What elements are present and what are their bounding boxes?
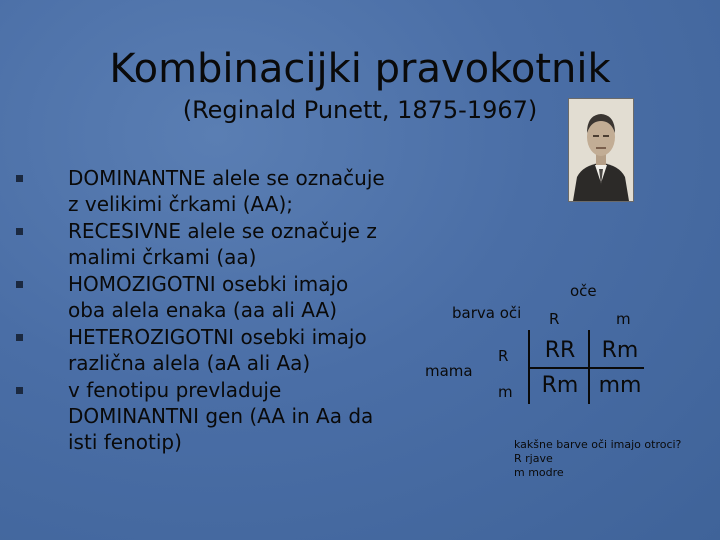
bullet-line: različna alela (aA ali Aa) <box>68 351 311 375</box>
bullet-line: HOMOZIGOTNI osebki imajo <box>68 272 349 296</box>
note <box>514 438 681 480</box>
trait-label: barva oči <box>452 304 522 322</box>
slide-title: Kombinacijki pravokotnik <box>109 46 611 92</box>
bullet-square-icon <box>16 228 23 235</box>
father-label: oče <box>570 282 597 300</box>
bullet-item <box>16 324 416 376</box>
punnett-cell: RR <box>544 338 576 363</box>
note-line: R rjave <box>514 452 553 465</box>
bullet-line: v fenotipu prevladuje <box>68 378 282 402</box>
bullet-item <box>16 271 416 323</box>
father-allele: R <box>549 310 560 328</box>
bullet-item <box>16 377 416 455</box>
grid-horizontal <box>530 367 644 369</box>
mother-allele: m <box>498 383 513 401</box>
bullet-line: DOMINANTNI gen (AA in Aa da <box>68 404 374 428</box>
bullet-line: HETEROZIGOTNI osebki imajo <box>68 325 367 349</box>
punnett-cell: Rm <box>601 338 639 363</box>
bullet-line: DOMINANTNE alele se označuje <box>68 166 385 190</box>
bullet-line: z velikimi črkami (AA); <box>68 192 294 216</box>
bullet-list <box>16 165 416 455</box>
portrait-illustration <box>569 99 633 201</box>
note-line: m modre <box>514 466 564 479</box>
note-line: kakšne barve oči imajo otroci? <box>514 438 682 451</box>
bullet-square-icon <box>16 281 23 288</box>
punnett-cell: Rm <box>541 373 579 398</box>
father-allele: m <box>616 310 631 328</box>
bullet-square-icon <box>16 387 23 394</box>
portrait-photo <box>568 98 634 202</box>
mother-allele: R <box>498 347 509 365</box>
bullet-square-icon <box>16 175 23 182</box>
bullet-item <box>16 165 416 217</box>
bullet-square-icon <box>16 334 23 341</box>
slide-subtitle: (Reginald Punett, 1875-1967) <box>182 96 538 124</box>
punnett-cell: mm <box>598 373 642 398</box>
bullet-line: RECESIVNE alele se označuje z <box>68 219 377 243</box>
bullet-item <box>16 218 416 270</box>
bullet-line: oba alela enaka (aa ali AA) <box>68 298 338 322</box>
mother-label: mama <box>425 362 473 380</box>
bullet-line: isti fenotip) <box>68 430 182 454</box>
bullet-line: malimi črkami (aa) <box>68 245 257 269</box>
